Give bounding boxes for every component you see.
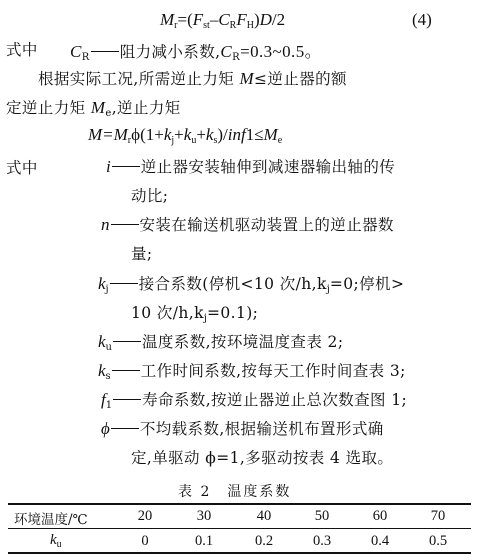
symbol-m: M <box>90 98 106 117</box>
paragraph-text: 根据实际工况,所需逆止力矩 <box>38 70 235 88</box>
table-value-cell: 0 <box>141 533 149 549</box>
symbol-c: C <box>70 42 82 61</box>
symbol-f: F <box>192 10 204 29</box>
paragraph-line-1 <box>38 67 347 89</box>
symbol-m: M <box>160 10 175 29</box>
symbol-d: D <box>259 10 272 29</box>
symbol-k: k <box>98 361 106 380</box>
formula-text: – <box>209 10 219 29</box>
where-label: 式中 <box>6 159 38 177</box>
definition-text: =0;停机> <box>329 275 405 293</box>
table-value-cell: 0.3 <box>312 533 332 549</box>
definition-text: 接合系数(停机<10 次/h,k <box>138 275 327 293</box>
where-label: 式中 <box>6 41 38 59</box>
table-value-cell: 0.5 <box>428 533 448 549</box>
formula-mr <box>160 10 285 30</box>
table-value-cell: 0.4 <box>370 533 390 549</box>
symbol-f: f <box>101 390 106 409</box>
definition-i <box>106 155 395 177</box>
definition-text: 动比; <box>131 187 169 205</box>
table-mid-rule <box>8 528 471 529</box>
subscript: u <box>56 539 62 550</box>
em-dash <box>112 166 140 167</box>
symbol-k: k <box>98 274 106 293</box>
subscript: r <box>174 20 178 31</box>
symbol-phi: ϕ <box>131 125 141 144</box>
le-sign: ≤ <box>254 70 268 88</box>
table-caption: 表 2 温度系数 <box>178 484 292 500</box>
table-header-cell: 50 <box>314 508 330 524</box>
em-dash <box>113 341 141 342</box>
table-row-label <box>50 532 62 549</box>
formula-m <box>88 125 282 145</box>
symbol-m: M <box>239 69 255 88</box>
definition-text: =0.1); <box>206 304 259 322</box>
definition-text: 安装在输送机驱动装置上的逆止器数 <box>139 216 394 234</box>
paragraph-text: ,逆止力矩 <box>111 99 181 117</box>
subscript: 1 <box>105 400 113 411</box>
subscript: j <box>105 284 109 295</box>
formula-text: inf <box>227 125 246 144</box>
table-top-rule <box>8 503 471 505</box>
definition-text: 定,单驱动 ϕ=1,多驱动按表 4 选取。 <box>131 449 394 467</box>
table-header-cell: 70 <box>430 508 446 524</box>
subscript: j <box>203 313 207 324</box>
symbol-k: k <box>50 532 57 548</box>
subscript: R <box>232 52 241 63</box>
subscript: R <box>229 20 237 31</box>
definition-text: 逆止器安装轴伸到减速器输出轴的传 <box>140 158 396 176</box>
definition-text: 10 次/h,k <box>131 304 204 322</box>
formula-text: =( <box>177 10 193 29</box>
le-sign: ≤ <box>254 125 264 144</box>
symbol-n: n <box>101 215 110 234</box>
symbol-k: k <box>183 125 192 144</box>
formula-text: 1 <box>245 125 255 144</box>
formula-text: (1+ <box>140 125 164 144</box>
em-dash <box>112 370 140 371</box>
table-header-cell: 40 <box>256 508 272 524</box>
table-value-cell: 0.1 <box>194 533 214 549</box>
definition-n <box>101 213 394 235</box>
table-value-cell: 0.2 <box>254 533 274 549</box>
em-dash <box>113 399 141 400</box>
definition-text: 阻力减小系数, <box>119 43 221 61</box>
definition-f1 <box>101 388 407 410</box>
formula-text: ) <box>253 10 260 29</box>
table-header-label: 环境温度/℃ <box>14 512 88 528</box>
definition-kj <box>98 272 404 294</box>
table-header-cell: 30 <box>196 508 212 524</box>
formula-text: /2 <box>271 10 286 29</box>
subscript: R <box>81 52 90 63</box>
symbol-i: i <box>106 157 111 176</box>
em-dash <box>110 283 138 284</box>
formula-text: + <box>196 125 206 144</box>
value-range: =0.3~0.5。 <box>240 42 322 61</box>
definition-text: 不均载系数,根据输送机布置形式确 <box>139 420 384 438</box>
paragraph-text: 逆止器的额 <box>267 70 347 88</box>
equation-number: (4) <box>412 10 432 29</box>
table-bottom-rule <box>8 552 471 554</box>
paragraph-text: 定逆止力矩 <box>6 99 86 117</box>
subscript: u <box>191 135 197 146</box>
symbol-m: M <box>263 125 278 144</box>
subscript: s <box>213 135 218 146</box>
definition-kj-cont <box>131 301 258 323</box>
definition-text: 工作时间系数,按每天工作时间查表 3; <box>140 362 406 380</box>
symbol-k: k <box>98 332 106 351</box>
subscript: s <box>105 371 111 382</box>
subscript: H <box>246 20 254 31</box>
paragraph-line-2 <box>6 96 181 118</box>
em-dash <box>111 428 139 429</box>
definition-text: 温度系数,按环境温度查表 2; <box>142 333 344 351</box>
symbol-f: F <box>236 10 247 29</box>
formula-text: M=M <box>88 125 128 144</box>
symbol-c: C <box>218 10 230 29</box>
definition-ks <box>98 359 406 381</box>
subscript: e <box>105 108 112 119</box>
subscript: j <box>171 135 175 146</box>
subscript: u <box>105 342 112 353</box>
subscript: e <box>277 135 283 146</box>
subscript: st <box>203 20 210 31</box>
table-header-cell: 20 <box>137 508 153 524</box>
em-dash <box>111 224 139 225</box>
subscript: r <box>127 135 132 146</box>
formula-text: + <box>174 125 184 144</box>
symbol-k: k <box>205 125 214 144</box>
subscript: j <box>326 284 330 295</box>
formula-text: )/ <box>217 125 228 144</box>
definition-phi <box>101 417 384 439</box>
table-header-cell: 60 <box>372 508 388 524</box>
em-dash <box>91 51 119 52</box>
definition-text: 寿命系数,按逆止器逆止总次数查图 1; <box>142 391 408 409</box>
symbol-phi: ϕ <box>101 419 110 438</box>
symbol-c: C <box>220 42 233 61</box>
symbol-k: k <box>163 125 172 144</box>
definition-text: 量; <box>131 245 153 263</box>
definition-cr <box>70 37 322 62</box>
definition-ku <box>98 330 343 352</box>
